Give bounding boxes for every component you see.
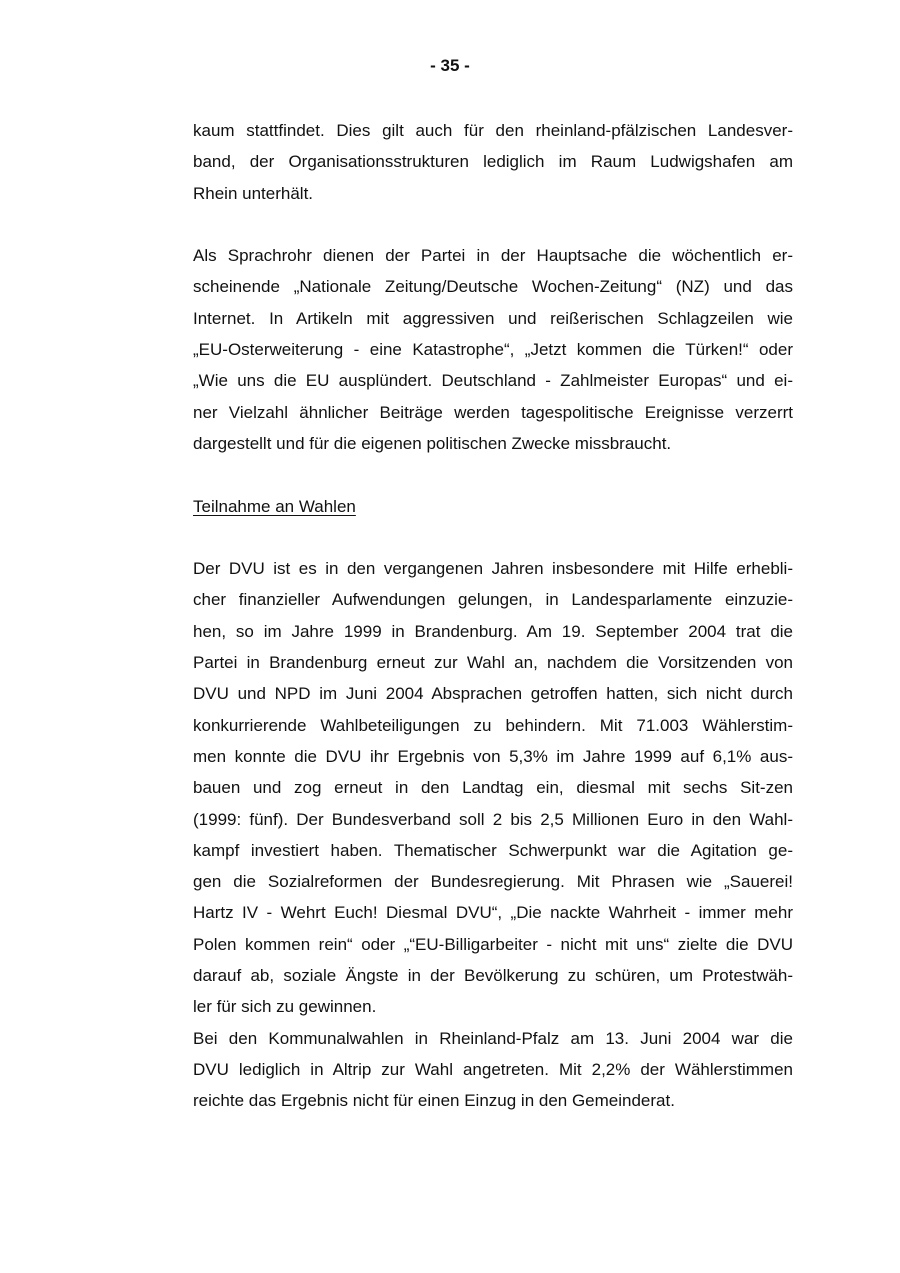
text-line: kaum stattfindet. Dies gilt auch für den rheinland-pfälzischen Landesver-	[193, 121, 793, 140]
text-line: bauen und zog erneut in den Landtag ein, diesmal mit sechs Sit-zen	[193, 778, 793, 798]
paragraph-spacer	[193, 522, 793, 553]
paragraph-4	[193, 1023, 793, 1117]
text-line: hen, so im Jahre 1999 in Brandenburg. Am 19. September 2004 trat die	[193, 621, 793, 641]
text-line: Hartz IV - Wehrt Euch! Diesmal DVU“, „Die nackte Wahrheit - immer mehr	[193, 903, 793, 923]
text-line: DVU und NPD im Juni 2004 Absprachen getroffen hatten, sich nicht durch	[193, 684, 793, 704]
text-line: kampf investiert haben. Thematischer Schwerpunkt war die Agitation ge-	[193, 840, 793, 860]
text-line: reichte das Ergebnis nicht für einen Einzug in den Gemeinderat.	[193, 1091, 675, 1111]
paragraph-3	[193, 553, 793, 1022]
text-line: darauf ab, soziale Ängste in der Bevölkerung zu schüren, um Protestwäh-	[193, 966, 793, 986]
text-line: Rhein unterhält.	[193, 183, 314, 203]
text-line: (1999: fünf). Der Bundesverband soll 2 bis 2,5 Millionen Euro in den Wahl-	[193, 809, 793, 829]
text-line: men konnte die DVU ihr Ergebnis von 5,3% im Jahre 1999 auf 6,1% aus-	[193, 746, 793, 766]
text-line: Internet. In Artikeln mit aggressiven und reißerischen Schlagzeilen wie	[193, 308, 793, 328]
page-content	[193, 115, 793, 1117]
text-line: Bei den Kommunalwahlen in Rheinland-Pfalz am 13. Juni 2004 war die	[193, 1028, 793, 1048]
section-heading: Teilnahme an Wahlen	[193, 496, 356, 516]
text-line: „EU-Osterweiterung - eine Katastrophe“, „Jetzt kommen die Türken!“ oder	[193, 340, 793, 360]
text-line: konkurrierende Wahlbeteiligungen zu behindern. Mit 71.003 Wählerstim-	[193, 715, 793, 735]
text-line: Der DVU ist es in den vergangenen Jahren insbesondere mit Hilfe erhebli-	[193, 559, 793, 579]
text-line: DVU lediglich in Altrip zur Wahl angetreten. Mit 2,2% der Wählerstimmen	[193, 1059, 793, 1079]
text-line: ler für sich zu gewinnen.	[193, 997, 377, 1017]
text-line: cher finanzieller Aufwendungen gelungen, in Landesparlamente einzuzie-	[193, 590, 793, 610]
text-line: dargestellt und für die eigenen politischen Zwecke missbraucht.	[193, 433, 672, 453]
paragraph-spacer	[193, 459, 793, 490]
paragraph-spacer	[193, 209, 793, 240]
text-line: Partei in Brandenburg erneut zur Wahl an, nachdem die Vorsitzenden von	[193, 653, 793, 673]
paragraph-1	[193, 115, 793, 209]
text-line: gen die Sozialreformen der Bundesregierung. Mit Phrasen wie „Sauerei!	[193, 872, 793, 892]
page-number: - 35 -	[430, 56, 470, 75]
text-line: ner Vielzahl ähnlicher Beiträge werden tagespolitische Ereignisse verzerrt	[193, 402, 793, 422]
paragraph-2	[193, 240, 793, 459]
text-line: scheinende „Nationale Zeitung/Deutsche Wochen-Zeitung“ (NZ) und das	[193, 277, 793, 297]
text-line: Polen kommen rein“ oder „“EU-Billigarbeiter - nicht mit uns“ zielte die DVU	[193, 934, 793, 954]
text-line: Als Sprachrohr dienen der Partei in der Hauptsache die wöchentlich er-	[193, 246, 793, 266]
text-line: band, der Organisationsstrukturen lediglich im Raum Ludwigshafen am	[193, 152, 793, 172]
text-line: „Wie uns die EU ausplündert. Deutschland - Zahlmeister Europas“ und ei-	[193, 371, 793, 391]
